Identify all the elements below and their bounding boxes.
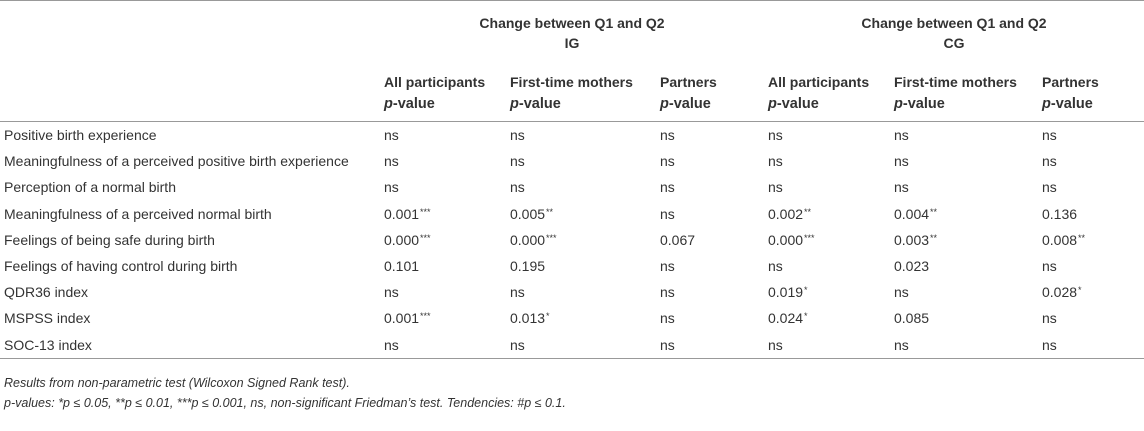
pvalue-text: ns [510, 153, 525, 170]
pvalue-text: ns [510, 179, 525, 196]
significance-stars: ** [546, 206, 554, 217]
pvalue-text: 0.002 [768, 205, 804, 222]
pvalue-italic-p: p [384, 96, 393, 112]
row-label: QDR36 index [4, 284, 89, 301]
pvalue-text: ns [510, 127, 525, 144]
table-body [0, 122, 1144, 358]
pvalue-text: 0.008 [1042, 231, 1078, 248]
pvalue-cell [890, 201, 1038, 227]
pvalue-text: ns [384, 127, 399, 144]
significance-stars: *** [420, 206, 431, 217]
pvalue-cell [764, 227, 890, 253]
pvalue-text: ns [1042, 153, 1057, 170]
significance-stars: ** [804, 206, 812, 217]
pvalue-cell [380, 305, 506, 331]
pvalue-text: ns [510, 284, 525, 301]
pvalue-cell [764, 122, 890, 148]
pvalue-text: ns [1042, 336, 1057, 353]
significance-stars: * [804, 311, 808, 322]
pvalue-cell [890, 279, 1038, 305]
pvalue-cell [890, 332, 1038, 359]
pvalue-cell [506, 122, 656, 148]
pvalue-text: 0.000 [384, 231, 420, 248]
pvalue-cell [380, 148, 506, 174]
pvalue-text: 0.019 [768, 284, 804, 301]
significance-stars: * [1078, 285, 1082, 296]
table-row [0, 253, 1144, 279]
pvalue-cell [764, 305, 890, 331]
subheader-cell [1038, 65, 1144, 122]
pvalue-text: ns [768, 336, 783, 353]
significance-stars: ** [930, 232, 938, 243]
significance-stars: *** [420, 232, 431, 243]
pvalue-cell [656, 122, 764, 148]
group-header-cg-line2: CG [943, 35, 965, 51]
pvalue-text: 0.001 [384, 310, 420, 327]
table-row [0, 201, 1144, 227]
pvalue-text: 0.101 [384, 258, 420, 275]
pvalue-text: ns [894, 127, 909, 144]
subheader-pvalue-label [1042, 93, 1144, 115]
subheader-cell [380, 65, 506, 122]
pvalue-text: 0.013 [510, 310, 546, 327]
pvalue-cell [506, 253, 656, 279]
pvalue-cell [506, 227, 656, 253]
row-label: MSPSS index [4, 310, 91, 327]
pvalue-cell [506, 174, 656, 200]
group-header-cg-line1: Change between Q1 and Q2 [861, 15, 1047, 31]
pvalue-text: 0.136 [1042, 205, 1078, 222]
pvalue-italic-p: p [1042, 96, 1051, 112]
empty-subheader-cell [0, 65, 380, 122]
pvalue-suffix: -value [776, 96, 819, 112]
row-label: SOC-13 index [4, 336, 92, 353]
bottom-rule [0, 358, 1144, 359]
pvalue-text: ns [894, 153, 909, 170]
pvalue-italic-p: p [660, 96, 669, 112]
table-row [0, 122, 1144, 148]
pvalue-text: ns [660, 153, 675, 170]
pvalue-cell [506, 279, 656, 305]
pvalue-text: 0.003 [894, 231, 930, 248]
table-row [0, 148, 1144, 174]
pvalue-cell [380, 174, 506, 200]
pvalue-text: 0.001 [384, 205, 420, 222]
pvalue-text: 0.067 [660, 231, 696, 248]
table-row [0, 332, 1144, 359]
pvalue-text: 0.085 [894, 310, 930, 327]
pvalue-text: ns [768, 258, 783, 275]
table-row [0, 305, 1144, 331]
row-label: Feelings of having control during birth [4, 258, 238, 275]
pvalue-cell [1038, 253, 1144, 279]
sub-header-row [0, 65, 1144, 122]
pvalue-cell [380, 332, 506, 359]
row-label: Meaningfulness of a perceived normal birth [4, 205, 272, 222]
subheader-group-label: First-time mothers [510, 74, 633, 90]
pvalue-cell [764, 253, 890, 279]
subheader-pvalue-label [660, 93, 764, 115]
pvalue-text: ns [660, 179, 675, 196]
pvalue-text: ns [1042, 127, 1057, 144]
pvalue-cell [656, 148, 764, 174]
pvalue-suffix: -value [1050, 96, 1093, 112]
significance-stars: * [546, 311, 550, 322]
pvalue-text: ns [1042, 258, 1057, 275]
pvalue-text: ns [510, 336, 525, 353]
pvalue-cell [506, 148, 656, 174]
row-label: Meaningfulness of a perceived positive birth experience [4, 153, 349, 170]
group-header-ig [380, 1, 764, 65]
subheader-group-label: First-time mothers [894, 74, 1017, 90]
pvalue-cell [506, 332, 656, 359]
subheader-pvalue-label [894, 93, 1038, 115]
pvalue-cell [1038, 332, 1144, 359]
pvalue-text: ns [894, 336, 909, 353]
pvalue-cell [890, 227, 1038, 253]
pvalue-cell [380, 122, 506, 148]
pvalue-italic-p: p [768, 96, 777, 112]
pvalue-text: ns [768, 179, 783, 196]
pvalue-cell [1038, 148, 1144, 174]
pvalue-cell [506, 305, 656, 331]
row-label: Perception of a normal birth [4, 179, 176, 196]
pvalue-cell [1038, 279, 1144, 305]
empty-header-cell [0, 1, 380, 65]
significance-stars: *** [420, 311, 431, 322]
pvalue-cell [764, 279, 890, 305]
pvalue-italic-p: p [894, 96, 903, 112]
significance-stars: *** [804, 232, 815, 243]
pvalue-cell [1038, 227, 1144, 253]
subheader-pvalue-label [384, 93, 506, 115]
note-significance: p-values: *p ≤ 0.05, **p ≤ 0.01, ***p ≤ 0.001, ns, non-significant Friedman’s test. Tendencies: #p ≤ 0.1. [4, 395, 566, 410]
pvalue-cell [656, 227, 764, 253]
pvalue-cell [764, 201, 890, 227]
pvalue-cell [656, 279, 764, 305]
pvalue-suffix: -value [902, 96, 945, 112]
significance-stars: ** [1078, 232, 1086, 243]
pvalue-cell [890, 148, 1038, 174]
pvalue-cell [506, 201, 656, 227]
pvalue-text: ns [660, 310, 675, 327]
significance-stars: * [804, 285, 808, 296]
subheader-group-label: Partners [1042, 74, 1099, 90]
subheader-group-label: All participants [384, 74, 486, 90]
pvalue-text: ns [894, 179, 909, 196]
note-test-type: Results from non-parametric test (Wilcoxon Signed Rank test). [4, 375, 350, 390]
pvalue-cell [890, 253, 1038, 279]
pvalue-text: ns [384, 336, 399, 353]
pvalue-text: 0.000 [510, 231, 546, 248]
pvalue-cell [380, 227, 506, 253]
pvalue-text: ns [660, 284, 675, 301]
pvalue-text: 0.195 [510, 258, 546, 275]
subheader-cell [506, 65, 656, 122]
pvalue-text: 0.028 [1042, 284, 1078, 301]
pvalue-cell [380, 253, 506, 279]
pvalue-text: ns [660, 127, 675, 144]
pvalue-suffix: -value [392, 96, 435, 112]
pvalue-text: ns [384, 153, 399, 170]
pvalue-cell [764, 332, 890, 359]
pvalue-cell [656, 305, 764, 331]
pvalue-text: ns [1042, 310, 1057, 327]
group-header-ig-line1: Change between Q1 and Q2 [479, 15, 665, 31]
pvalue-cell [890, 174, 1038, 200]
pvalue-text: 0.005 [510, 205, 546, 222]
pvalue-text: ns [894, 284, 909, 301]
group-header-row [0, 1, 1144, 65]
pvalue-cell [1038, 305, 1144, 331]
pvalue-cell [890, 305, 1038, 331]
table-row [0, 174, 1144, 200]
pvalue-italic-p: p [510, 96, 519, 112]
pvalue-cell [1038, 201, 1144, 227]
pvalue-cell [764, 148, 890, 174]
group-header-cg [764, 1, 1144, 65]
pvalue-cell [656, 201, 764, 227]
significance-stars: ** [930, 206, 938, 217]
pvalue-text: 0.004 [894, 205, 930, 222]
subheader-cell [656, 65, 764, 122]
pvalue-cell [1038, 122, 1144, 148]
pvalue-cell [380, 201, 506, 227]
pvalue-suffix: -value [518, 96, 561, 112]
significance-stars: *** [546, 232, 557, 243]
pvalue-text: ns [1042, 179, 1057, 196]
pvalue-cell [890, 122, 1038, 148]
table-notes [0, 373, 1144, 413]
subheader-pvalue-label [768, 93, 890, 115]
pvalue-text: 0.000 [768, 231, 804, 248]
group-header-ig-line2: IG [564, 35, 580, 51]
subheader-group-label: All participants [768, 74, 870, 90]
pvalue-text: ns [660, 258, 675, 275]
pvalue-cell [656, 174, 764, 200]
table-row [0, 279, 1144, 305]
subheader-cell [764, 65, 890, 122]
pvalue-cell [656, 332, 764, 359]
pvalue-cell [1038, 174, 1144, 200]
pvalue-text: ns [768, 127, 783, 144]
subheader-cell [890, 65, 1038, 122]
row-label: Feelings of being safe during birth [4, 231, 215, 248]
subheader-group-label: Partners [660, 74, 717, 90]
pvalue-text: ns [384, 179, 399, 196]
pvalue-cell [656, 253, 764, 279]
pvalue-text: ns [384, 284, 399, 301]
row-label: Positive birth experience [4, 127, 157, 144]
pvalue-text: ns [660, 336, 675, 353]
pvalue-text: 0.024 [768, 310, 804, 327]
subheader-pvalue-label [510, 93, 656, 115]
pvalue-text: ns [768, 153, 783, 170]
pvalue-text: ns [660, 205, 675, 222]
pvalue-cell [380, 279, 506, 305]
table-row [0, 227, 1144, 253]
pvalue-suffix: -value [668, 96, 711, 112]
pvalue-text: 0.023 [894, 258, 930, 275]
pvalue-cell [764, 174, 890, 200]
